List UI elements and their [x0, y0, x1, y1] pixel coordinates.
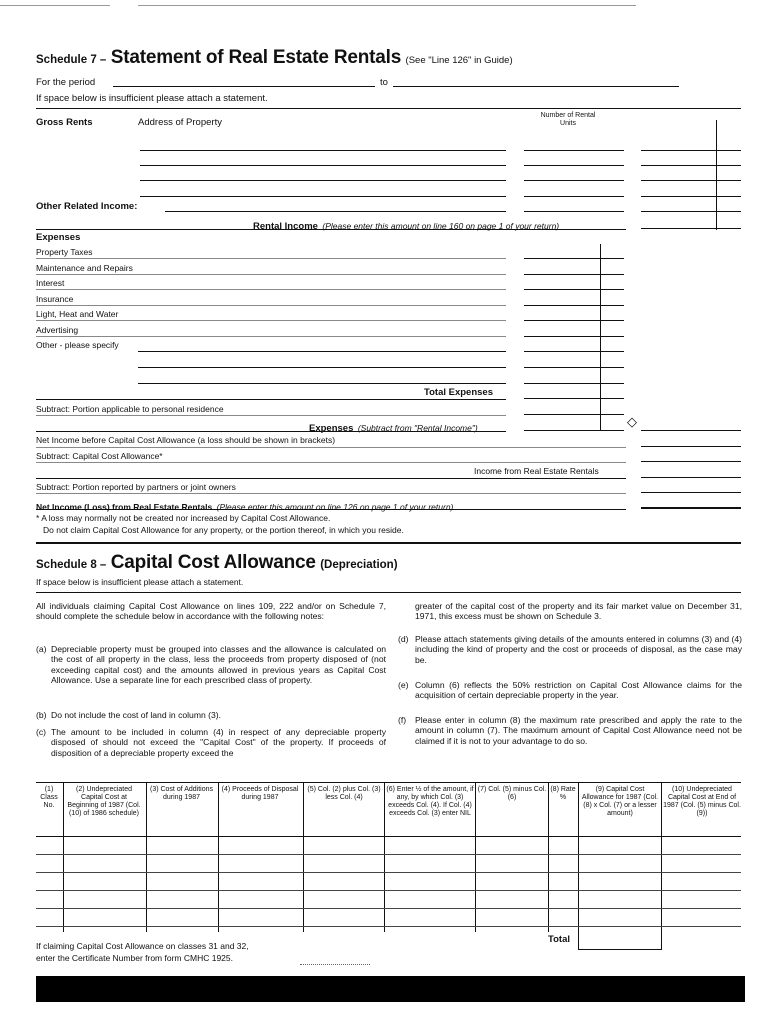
rent-amount-4[interactable] [641, 196, 741, 197]
schedule7-attach-note: If space below is insufficient please attach a statement. [36, 93, 268, 104]
address-line-3[interactable] [140, 180, 506, 181]
expense-row-rule [36, 258, 506, 259]
expense-row-rule [36, 336, 506, 337]
other-specify-line-3[interactable] [138, 383, 506, 384]
cmhc-note-1: If claiming Capital Cost Allowance on classes 31 and 32, [36, 941, 249, 951]
schedule7-title: Statement of Real Estate Rentals [110, 47, 402, 68]
expenses-amount[interactable] [524, 430, 624, 431]
table-row[interactable] [36, 854, 741, 855]
expenses-total-amount[interactable] [641, 430, 741, 431]
schedule7-guide-ref: (See "Line 126" in Guide) [405, 55, 513, 66]
total-expenses-rule [36, 399, 506, 400]
expense-item: Light, Heat and Water [36, 309, 119, 319]
column-separator [475, 782, 476, 932]
other-specify-line-2[interactable] [138, 367, 506, 368]
address-line-1[interactable] [140, 150, 506, 151]
section-divider [36, 542, 741, 544]
net-before-cca-amount[interactable] [641, 446, 741, 447]
rental-income-label: Rental Income [253, 221, 318, 232]
subtract-cca-amount[interactable] [641, 461, 741, 462]
table-header-rule [36, 836, 741, 837]
schedule8-header-rule [36, 592, 741, 593]
units-line-4[interactable] [524, 196, 624, 197]
top-rule-left [0, 5, 110, 6]
column-separator [578, 782, 579, 950]
expense-item: Property Taxes [36, 247, 93, 257]
other-specify-line-1[interactable] [138, 351, 506, 352]
units-line-1[interactable] [524, 150, 624, 151]
address-label: Address of Property [138, 117, 222, 128]
expense-amount[interactable] [524, 367, 624, 368]
note-text: Depreciable property must be grouped into classes and the allowance is calculated on the cost of all property in the class, less the proceeds from property disposed of (not exceeding capital cost) and the amounts allowed in previous years as Capital Cost Allowance. Use a separate line for each prescribed class of property. [51, 644, 386, 686]
column-header: (3) Cost of Additions during 1987 [149, 786, 214, 801]
table-row[interactable] [36, 872, 741, 873]
note-text: The amount to be included in column (4) in respect of any depreciable property disposed of should not exceed the "Capital Cost" of the property. If proceeds of disposition of a depreciable property exceed the [51, 727, 386, 758]
subtract-cca-label: Subtract: Capital Cost Allowance* [36, 451, 163, 461]
subtract-personal-label: Subtract: Portion applicable to personal residence [36, 404, 224, 414]
expenses-rule [36, 431, 506, 432]
table-top-rule [36, 782, 741, 783]
column-header: (7) Col. (5) minus Col. (6) [477, 786, 547, 801]
column-separator [63, 782, 64, 932]
column-separator [303, 782, 304, 932]
note-mark: (c) [36, 727, 47, 737]
total-expenses-amount[interactable] [524, 398, 624, 399]
period-to-field[interactable] [393, 86, 679, 87]
expense-row-rule [36, 289, 506, 290]
schedule8-title: Capital Cost Allowance [110, 552, 316, 573]
personal-portion-amount[interactable] [524, 414, 624, 415]
cents-divider-top [716, 120, 717, 230]
note-continuation: greater of the capital cost of the property and its fair market value on December 31, 1971, this excess must be shown on Schedule 3. [415, 601, 742, 622]
schedule8-subtitle: (Depreciation) [320, 559, 398, 571]
income-from-rentals-rule [36, 478, 626, 479]
address-line-4[interactable] [140, 196, 506, 197]
expense-row-rule [36, 274, 506, 275]
rental-income-rule [36, 229, 626, 230]
total-expenses-label: Total Expenses [424, 387, 493, 398]
footer-black-bar [36, 976, 745, 1002]
expenses-label: Expenses [309, 423, 354, 434]
top-rule-right [138, 5, 636, 6]
schedule7-heading [36, 47, 513, 69]
column-header: (8) Rate % [550, 786, 576, 801]
personal-rule [36, 415, 506, 416]
expense-amount[interactable] [524, 274, 624, 275]
cmhc-note-2: enter the Certificate Number from form CMHC 1925. [36, 953, 233, 963]
column-header: (1) Class No. [40, 786, 58, 809]
expense-amount[interactable] [524, 320, 624, 321]
column-header: (10) Undepreciated Capital Cost at End of 1987 (Col. (5) minus Col. (9)) [663, 786, 741, 817]
other-income-units[interactable] [524, 211, 624, 212]
column-separator [146, 782, 147, 932]
expense-item: Insurance [36, 294, 74, 304]
total-amount-field[interactable] [578, 949, 662, 950]
subtract-cca-rule [36, 462, 626, 463]
expense-amount[interactable] [524, 258, 624, 259]
rental-income-amount[interactable] [641, 228, 741, 229]
period-label: For the period [36, 77, 96, 88]
net-before-cca-label: Net Income before Capital Cost Allowance (a loss should be shown in brackets) [36, 435, 336, 445]
schedule8-intro: All individuals claiming Capital Cost Allowance on lines 109, 222 and/or on Schedule 7, should complete the schedule below in accordance with the following notes: [36, 601, 386, 622]
net-income-label: Net Income (Loss) from Real Estate Rentals [36, 502, 213, 512]
subtract-partners-amount[interactable] [641, 492, 741, 493]
period-from-field[interactable] [113, 86, 375, 87]
expense-cents-divider [600, 244, 601, 430]
net-income-rule [36, 509, 626, 510]
units-line-2[interactable] [524, 165, 624, 166]
column-separator [661, 782, 662, 950]
schedule7-label: Schedule 7 – [36, 54, 107, 66]
expense-amount[interactable] [524, 383, 624, 384]
period-to-label: to [380, 77, 388, 88]
rent-amount-3[interactable] [641, 180, 741, 181]
column-header: (4) Proceeds of Disposal during 1987 [221, 786, 299, 801]
income-from-rentals-label: Income from Real Estate Rentals [474, 466, 599, 476]
rental-income-row [253, 216, 559, 234]
units-line-3[interactable] [524, 180, 624, 181]
note-mark: (d) [398, 634, 409, 644]
income-from-rentals-amount[interactable] [641, 477, 741, 478]
column-separator [218, 782, 219, 932]
note-text: Please enter in column (8) the maximum rate prescribed and apply the rate to the amount in column (7). The maximum amount of Capital Cost Allowance need not be claimed if it is not to your advantage to do so. [415, 715, 742, 746]
column-header: (2) Undepreciated Capital Cost at Beginning of 1987 (Col. (10) of 1986 schedule) [67, 786, 141, 817]
rent-amount-2[interactable] [641, 165, 741, 166]
expense-item: Other - please specify [36, 340, 119, 350]
table-row[interactable] [36, 890, 741, 891]
net-before-cca-rule [36, 447, 626, 448]
column-separator [384, 782, 385, 932]
rental-income-note: (Please enter this amount on line 160 on page 1 of your return) [322, 221, 560, 231]
net-income-note: (Please enter this amount on line 126 on page 1 of your return) [216, 502, 454, 512]
column-header: (9) Capital Cost Allowance for 1987 (Col. (8) x Col. (7) or a lesser amount) [581, 786, 659, 817]
schedule7-header-rule [36, 108, 741, 109]
column-header: (5) Col. (2) plus Col. (3) less Col. (4) [307, 786, 381, 801]
expense-row-rule [36, 320, 506, 321]
note-text: Column (6) reflects the 50% restriction on Capital Cost Allowance claims for the acquisition of certain depreciable property in the year. [415, 680, 742, 701]
arrow-diamond-icon: ◇ [627, 414, 637, 429]
table-row[interactable] [36, 908, 741, 909]
expense-amount[interactable] [524, 336, 624, 337]
expense-amount[interactable] [524, 305, 624, 306]
footnote-2: Do not claim Capital Cost Allowance for any property, or the portion thereof, in which you reside. [43, 525, 404, 535]
expense-item: Interest [36, 278, 65, 288]
expense-item: Advertising [36, 325, 79, 335]
note-text: Please attach statements giving details of the amounts entered in columns (3) and (4) including the kind of property and the cost or proceeds of disposal, as the case may be. [415, 634, 742, 665]
address-line-2[interactable] [140, 165, 506, 166]
expenses-heading: Expenses [36, 232, 81, 243]
expense-item: Maintenance and Repairs [36, 263, 133, 273]
expense-row-rule [36, 305, 506, 306]
note-text: Do not include the cost of land in column (3). [51, 710, 222, 720]
total-label: Total [548, 934, 570, 945]
certificate-number-field[interactable] [300, 964, 370, 965]
expenses-note: (Subtract from "Rental Income") [357, 423, 478, 433]
note-mark: (b) [36, 710, 47, 720]
subtract-partners-label: Subtract: Portion reported by partners or joint owners [36, 482, 236, 492]
other-income-amount[interactable] [641, 211, 741, 212]
schedule8-attach-note: If space below is insufficient please attach a statement. [36, 577, 244, 587]
net-income-amount[interactable] [641, 507, 741, 509]
footnote-1: * A loss may normally not be created nor increased by Capital Cost Allowance. [36, 513, 331, 523]
gross-rents-label: Gross Rents [36, 117, 93, 128]
schedule8-heading [36, 552, 398, 574]
note-mark: (e) [398, 680, 409, 690]
expense-amount[interactable] [524, 289, 624, 290]
rent-amount-1[interactable] [641, 150, 741, 151]
expenses-row [309, 418, 478, 436]
note-mark: (a) [36, 644, 47, 654]
subtract-partners-rule [36, 493, 626, 494]
schedule8-label: Schedule 8 – [36, 559, 107, 571]
table-row[interactable] [36, 926, 741, 927]
column-separator [548, 782, 549, 932]
column-header: (6) Enter ½ of the amount, if any, by which Col. (3) exceeds Col. (4). If Col. (4) exceeds Col. (3) enter NIL [386, 786, 474, 817]
note-mark: (f) [398, 715, 407, 725]
other-income-field[interactable] [165, 211, 506, 212]
other-income-label: Other Related Income: [36, 201, 138, 212]
rental-units-label: Number of Rental Units [540, 112, 596, 127]
expense-amount[interactable] [524, 351, 624, 352]
